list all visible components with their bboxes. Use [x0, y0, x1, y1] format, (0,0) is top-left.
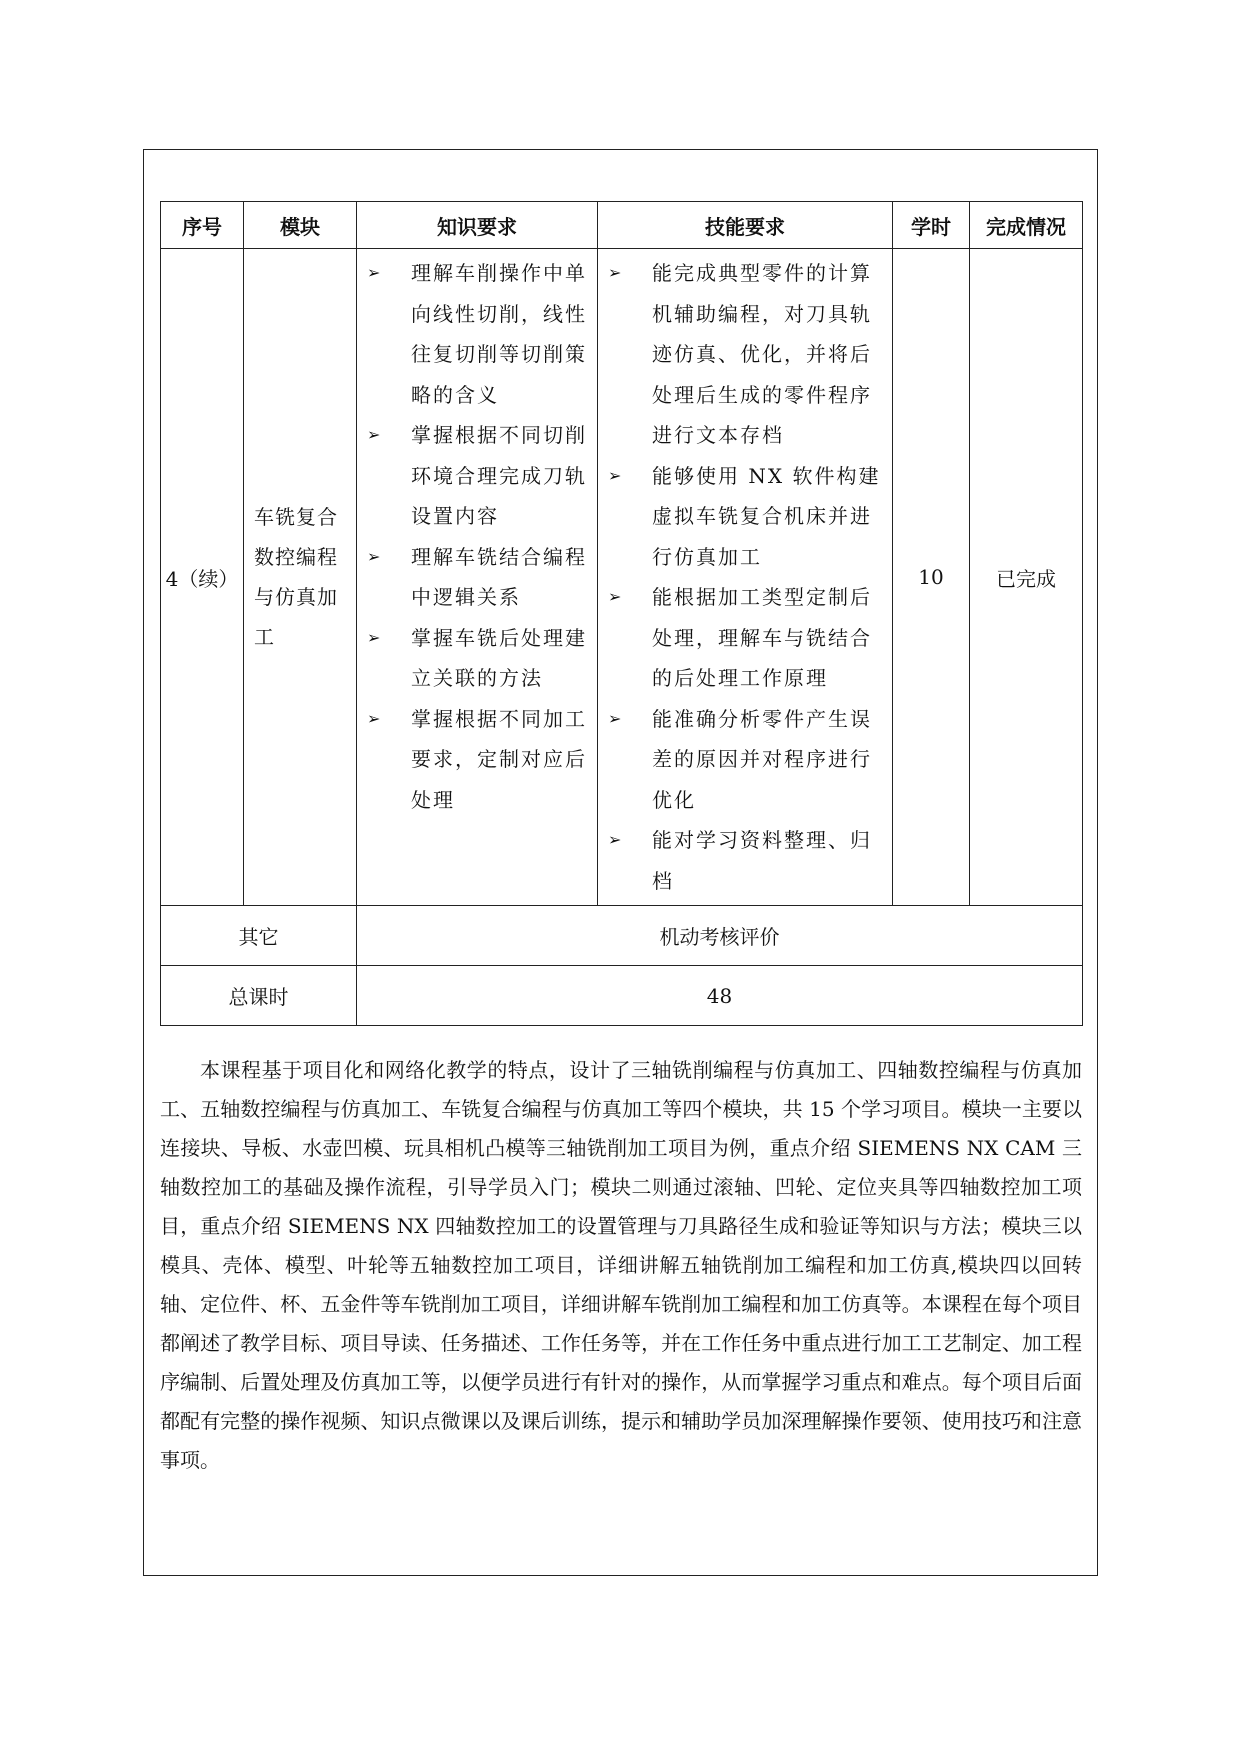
list-item: ➢ 能对学习资料整理、归档 — [608, 820, 886, 901]
course-table — [160, 201, 1083, 1026]
other-label: 其它 — [161, 906, 357, 966]
list-item: ➢ 理解车铣结合编程中逻辑关系 — [367, 537, 591, 618]
arrow-bullet-icon: ➢ — [367, 546, 381, 566]
list-item: ➢ 掌握根据不同切削环境合理完成刀轨设置内容 — [367, 415, 591, 537]
list-item: ➢ 能够使用 NX 软件构建虚拟车铣复合机床并进行仿真加工 — [608, 456, 886, 578]
arrow-bullet-icon: ➢ — [608, 465, 622, 485]
list-item: ➢ 能根据加工类型定制后处理，理解车与铣结合的后处理工作原理 — [608, 577, 886, 699]
header-row — [161, 202, 1083, 249]
list-item: ➢ 能准确分析零件产生误差的原因并对程序进行优化 — [608, 699, 886, 821]
knowledge-list — [357, 249, 598, 906]
row-module: 车铣复合数控编程与仿真加工 — [254, 505, 338, 649]
arrow-bullet-icon: ➢ — [367, 627, 381, 647]
skills-list — [598, 249, 893, 906]
arrow-bullet-icon: ➢ — [608, 263, 622, 282]
list-item: ➢ 掌握车铣后处理建立关联的方法 — [367, 618, 591, 699]
row-hours: 10 — [893, 249, 970, 906]
header-status: 完成情况 — [970, 202, 1083, 249]
header-knowledge: 知识要求 — [357, 202, 598, 249]
table-row — [161, 249, 1083, 906]
arrow-bullet-icon: ➢ — [367, 708, 381, 728]
arrow-bullet-icon: ➢ — [367, 263, 381, 282]
row-status: 已完成 — [970, 249, 1083, 906]
other-row — [161, 906, 1083, 966]
row-module-cell — [244, 249, 357, 906]
list-item: ➢ 理解车削操作中单向线性切削，线性往复切削等切削策略的含义 — [367, 253, 591, 415]
header-skills: 技能要求 — [598, 202, 893, 249]
other-value: 机动考核评价 — [357, 906, 1083, 966]
total-label: 总课时 — [161, 966, 357, 1026]
total-value: 48 — [357, 966, 1083, 1026]
course-description: 本课程基于项目化和网络化教学的特点，设计了三轴铣削编程与仿真加工、四轴数控编程与仿真加工、五轴数控编程与仿真加工、车铣复合编程与仿真加工等四个模块，共 15 个学习项目。模块一主要以连接块、导板、水壶凹模、玩具相机凸模等三轴铣削加工项目为例，重点介绍 SIEMENS NX CAM 三轴数控加工的基础及操作流程，引导学员入门；模块二则通过滚轴、凹轮、定位夹具等四轴数控加工项目，重点介绍 SIEMENS NX 四轴数控加工的设置管理与刀具路径生成和验证等知识与方法；模块三以模具、壳体、模型、叶轮等五轴数控加工项目，详细讲解五轴铣削加工编程和加工仿真,模块四以回转轴、定位件、杯、五金件等车铣削加工项目，详细讲解车铣削加工编程和加工仿真等。本课程在每个项目都阐述了教学目标、项目导读、任务描述、工作任务等，并在工作任务中重点进行加工工艺制定、加工程序编制、后置处理及仿真加工等，以便学员进行有针对的操作，从而掌握学习重点和难点。每个项目后面都配有完整的操作视频、知识点微课以及课后训练，提示和辅助学员加深理解操作要领、使用技巧和注意事项。 — [160, 1058, 1082, 1472]
arrow-bullet-icon: ➢ — [367, 425, 381, 444]
list-item: ➢ 掌握根据不同加工要求，定制对应后处理 — [367, 699, 591, 821]
header-module: 模块 — [244, 202, 357, 249]
arrow-bullet-icon: ➢ — [608, 587, 622, 606]
row-index: 4（续） — [161, 249, 244, 906]
arrow-bullet-icon: ➢ — [608, 830, 622, 849]
header-index: 序号 — [161, 202, 244, 249]
header-hours: 学时 — [893, 202, 970, 249]
arrow-bullet-icon: ➢ — [608, 708, 622, 728]
list-item: ➢ 能完成典型零件的计算机辅助编程，对刀具轨迹仿真、优化，并将后处理后生成的零件程序进行文本存档 — [608, 253, 886, 456]
total-row — [161, 966, 1083, 1026]
